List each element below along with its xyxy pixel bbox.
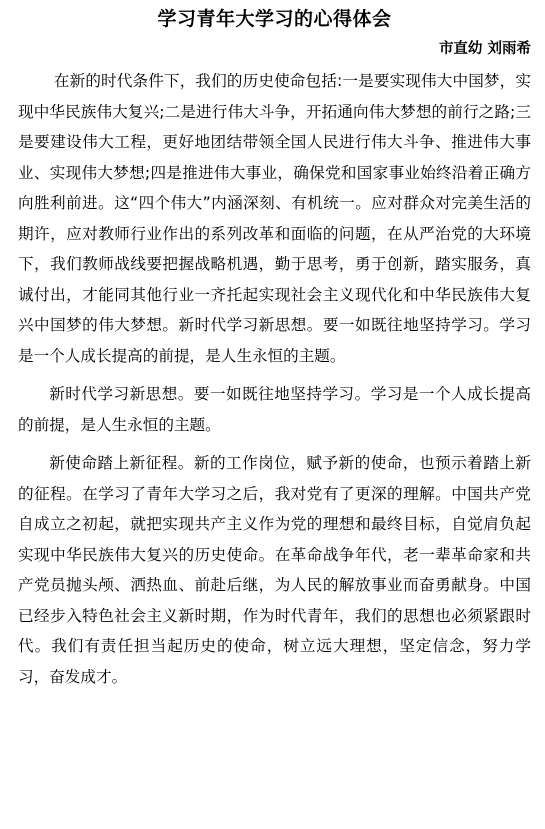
document-title: 学习青年大学习的心得体会	[157, 8, 392, 30]
author-byline: 市直幼 刘雨希	[438, 41, 531, 57]
paragraph-new-journey: 新使命踏上新征程。新的工作岗位，赋予新的使命，也预示着踏上新的征程。在学习了青年大学习之后，我对党有了更深的理解。中国共产党自成立之初起，就把实现共产主义作为党的理想和最终目标，自觉肩负起实现中华民族伟大复兴的历史使命。在革命战争年代，老一辈革命家和共产党员抛头颅、洒热血、前赴后继，为人民的解放事业而奋勇献身。中国已经步入特色社会主义新时期，作为时代青年，我们的思想也必须紧跟时代。我们有责任担当起历史的使命，树立远大理想，坚定信念，努力学习，奋发成才。	[18, 454, 531, 686]
paragraph-mission: 在新的时代条件下，我们的历史使命包括:一是要实现伟大中国梦，实现中华民族伟大复兴;二是进行伟大斗争，开拓通向伟大梦想的前行之路;三是要建设伟大工程，更好地团结带领全国人民进行伟大斗争、推进伟大事业、实现伟大梦想;四是推进伟大事业，确保党和国家事业始终沿着正确方向胜利前进。这“四个伟大”内涵深刻、有机统一。应对群众对完美生活的期许，应对教师行业作出的系列改革和面临的问题，在从严治党的大环境下，我们教师战线要把握战略机遇，勤于思考，勇于创新，踏实服务，真诚付出，才能同其他行业一齐托起实现社会主义现代化和中华民族伟大复兴中国梦的伟大梦想。新时代学习新思想。要一如既往地坚持学习。学习是一个人成长提高的前提，是人生永恒的主题。	[18, 72, 531, 365]
paragraph-study: 新时代学习新思想。要一如既往地坚持学习。学习是一个人成长提高的前提，是人生永恒的主题。	[18, 385, 531, 434]
article-body	[18, 66, 531, 692]
